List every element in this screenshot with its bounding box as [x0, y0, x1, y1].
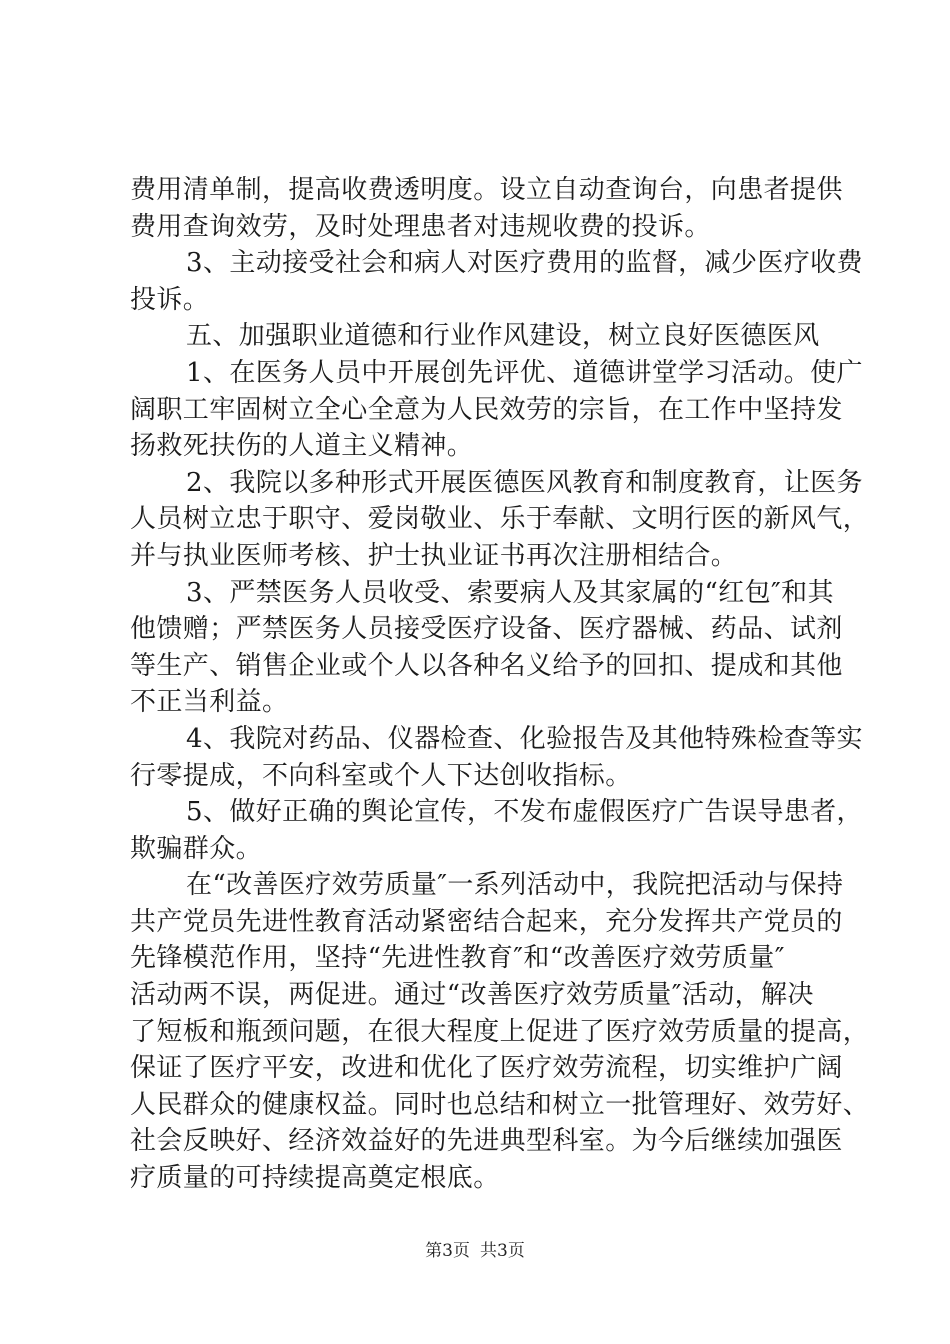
text-line: 投诉。	[130, 284, 210, 315]
document-body	[130, 172, 870, 1197]
text-line: 他馈赠；严禁医务人员接受医疗设备、医疗器械、药品、试剂	[130, 614, 843, 645]
text-line: 并与执业医师考核、护士执业证书再次注册相结合。	[130, 540, 738, 571]
text-line: 行零提成，不向科室或个人下达创收指标。	[130, 760, 632, 791]
text-line: 社会反映好、经济效益好的先进典型科室。为今后继续加强医	[130, 1126, 843, 1157]
text-line: 1、在医务人员中开展创先评优、道德讲堂学习活动。使广	[186, 357, 863, 388]
text-line: 2、我院以多种形式开展医德医风教育和制度教育，让医务	[186, 467, 863, 498]
text-line: 扬救死扶伤的人道主义精神。	[130, 431, 474, 462]
text-line: 人员树立忠于职守、爱岗敬业、乐于奉献、文明行医的新风气，	[130, 504, 870, 535]
text-line: 五、加强职业道德和行业作风建设，树立良好医德医风	[186, 321, 820, 352]
text-line: 等生产、销售企业或个人以各种名义给予的回扣、提成和其他	[130, 650, 843, 681]
text-line: 了短板和瓶颈问题，在很大程度上促进了医疗效劳质量的提高，	[130, 1016, 870, 1047]
text-line: 欺骗群众。	[130, 833, 263, 864]
text-line: 疗质量的可持续提高奠定根底。	[130, 1163, 500, 1194]
text-line: 先锋模范作用，坚持“先进性教育″和“改善医疗效劳质量″	[130, 943, 785, 974]
text-line: 保证了医疗平安，改进和优化了医疗效劳流程，切实维护广阔	[130, 1053, 843, 1084]
text-line: 活动两不误，两促进。通过“改善医疗效劳质量″活动，解决	[130, 980, 814, 1011]
text-line: 3、严禁医务人员收受、索要病人及其家属的“红包″和其	[186, 577, 834, 608]
text-line: 费用查询效劳，及时处理患者对违规收费的投诉。	[130, 211, 711, 242]
text-line: 在“改善医疗效劳质量″一系列活动中，我院把活动与保持	[186, 870, 844, 901]
text-line: 费用清单制，提高收费透明度。设立自动查询台，向患者提供	[130, 175, 843, 205]
text-line: 4、我院对药品、仪器检查、化验报告及其他特殊检查等实	[186, 723, 863, 754]
text-line: 阔职工牢固树立全心全意为人民效劳的宗旨，在工作中坚持发	[130, 394, 843, 425]
text-line: 不正当利益。	[130, 687, 289, 718]
page-footer	[0, 1240, 950, 1262]
text-line: 共产党员先进性教育活动紧密结合起来，充分发挥共产党员的	[130, 906, 843, 937]
page-number: 第3页	[425, 1241, 470, 1261]
page-total: 共3页	[480, 1241, 525, 1261]
text-line: 3、主动接受社会和病人对医疗费用的监督，减少医疗收费	[186, 248, 863, 279]
text-line: 人民群众的健康权益。同时也总结和树立一批管理好、效劳好、	[130, 1089, 870, 1120]
text-line: 5、做好正确的舆论宣传，不发布虚假医疗广告误导患者，	[186, 797, 863, 828]
